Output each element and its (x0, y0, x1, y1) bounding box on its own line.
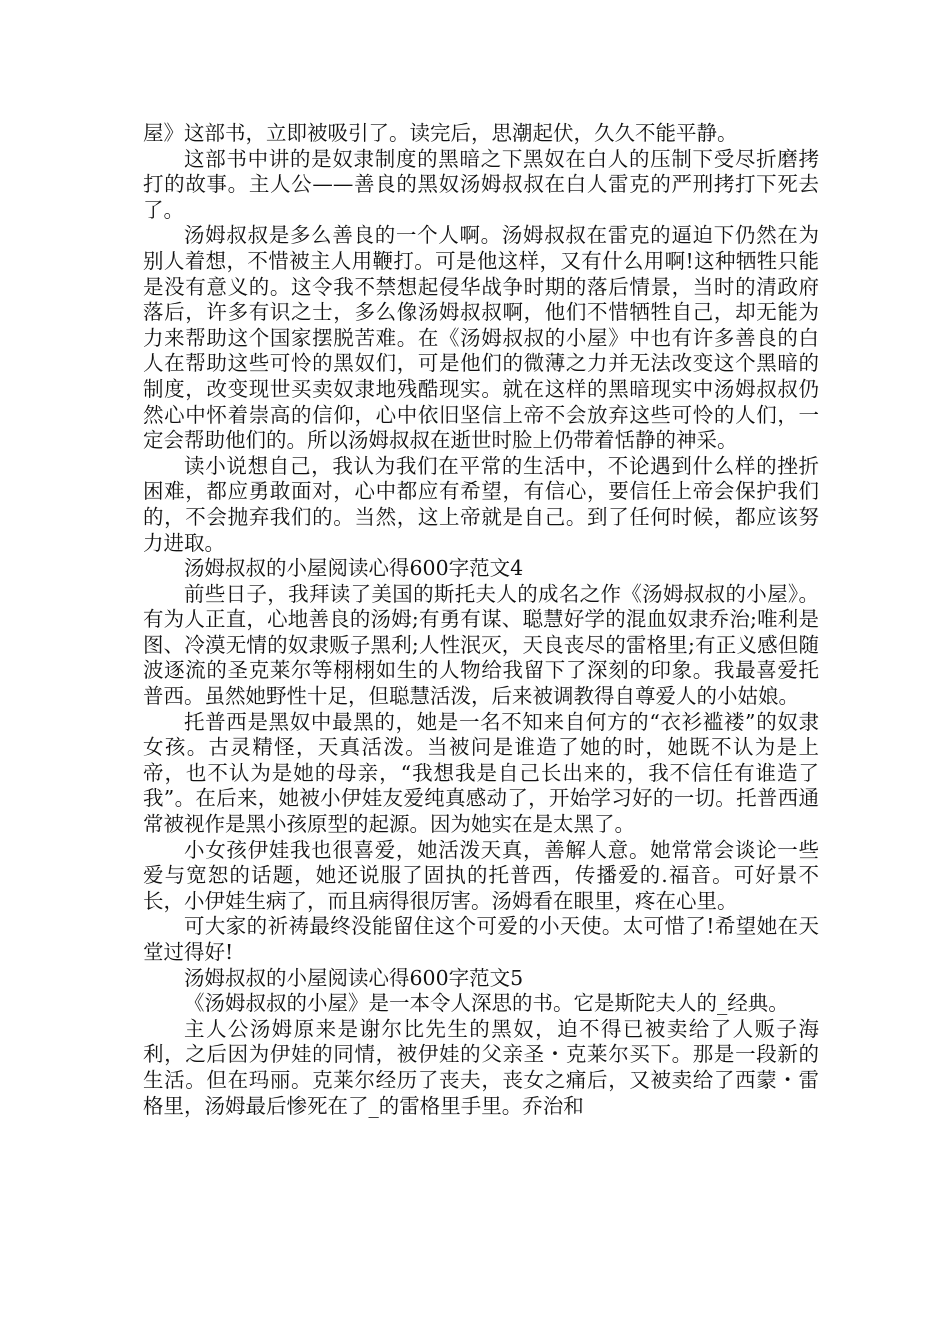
paragraph: 托普西是黑奴中最黑的，她是一名不知来自何方的“衣衫褴褛”的奴隶女孩。古灵精怪，天真活泼。当被问是谁造了她的时，她既不认为是上帝，也不认为是她的母亲，“我想我是自己长出来的，我不信任有谁造了我”。在后来，她被小伊娃友爱纯真感动了，开始学习好的一切。托普西通常被视作是黑小孩原型的起源。因为她实在是太黑了。 (143, 709, 819, 837)
paragraph: 小女孩伊娃我也很喜爱，她活泼天真，善解人意。她常常会谈论一些爱与宽恕的话题，她还说服了固执的托普西，传播爱的.福音。可好景不长，小伊娃生病了，而且病得很厉害。汤姆看在眼里，疼在心里。 (143, 837, 819, 913)
paragraph: 汤姆叔叔是多么善良的一个人啊。汤姆叔叔在雷克的逼迫下仍然在为别人着想，不惜被主人用鞭打。可是他这样，又有什么用啊!这种牺牲只能是没有意义的。这令我不禁想起侵华战争时期的落后情景，当时的清政府落后，许多有识之士，多么像汤姆叔叔啊，他们不惜牺牲自己，却无能为力来帮助这个国家摆脱苦难。在《汤姆叔叔的小屋》中也有许多善良的白人在帮助这些可怜的黑奴们，可是他们的微薄之力并无法改变这个黑暗的制度，改变现世买卖奴隶地残酷现实。就在这样的黑暗现实中汤姆叔叔仍然心中怀着崇高的信仰，心中依旧坚信上帝不会放弃这些可怜的人们，一定会帮助他们的。所以汤姆叔叔在逝世时脸上仍带着恬静的神采。 (143, 223, 819, 453)
paragraph: 《汤姆叔叔的小屋》是一本令人深思的书。它是斯陀夫人的_经典。 (184, 991, 789, 1016)
paragraph: 这部书中讲的是奴隶制度的黑暗之下黑奴在白人的压制下受尽折磨拷打的故事。主人公——善良的黑奴汤姆叔叔在白人雷克的严刑拷打下死去了。 (143, 146, 819, 222)
paragraph-continuation: 屋》这部书，立即被吸引了。读完后，思潮起伏，久久不能平静。 (143, 121, 738, 145)
paragraph: 读小说想自己，我认为我们在平常的生活中，不论遇到什么样的挫折困难，都应勇敢面对，心中都应有希望，有信心，要信任上帝会保护我们的，不会抛弃我们的。当然，这上帝就是自己。到了任何时候，都应该努力进取。 (143, 453, 819, 555)
document-body (143, 121, 819, 1119)
section-heading: 汤姆叔叔的小屋阅读心得600字范文4 (184, 556, 524, 581)
section-heading: 汤姆叔叔的小屋阅读心得600字范文5 (184, 965, 524, 990)
paragraph: 前些日子，我拜读了美国的斯托夫人的成名之作《汤姆叔叔的小屋》。有为人正直，心地善良的汤姆;有勇有谋、聪慧好学的混血奴隶乔治;唯利是图、冷漠无情的奴隶贩子黑利;人性泯灭，天良丧尽的雷格里;有正义感但随波逐流的圣克莱尔等栩栩如生的人物给我留下了深刻的印象。我最喜爱托普西。虽然她野性十足，但聪慧活泼，后来被调教得自尊爱人的小姑娘。 (143, 581, 819, 709)
paragraph: 主人公汤姆原来是谢尔比先生的黑奴，迫不得已被卖给了人贩子海利，之后因为伊娃的同情，被伊娃的父亲圣・克莱尔买下。那是一段新的生活。但在玛丽。克莱尔经历了丧夫，丧女之痛后，又被卖给了西蒙・雷格里，汤姆最后惨死在了_的雷格里手里。乔治和 (143, 1016, 819, 1118)
paragraph: 可大家的祈祷最终没能留住这个可爱的小天使。太可惜了!希望她在天堂过得好! (143, 914, 819, 964)
